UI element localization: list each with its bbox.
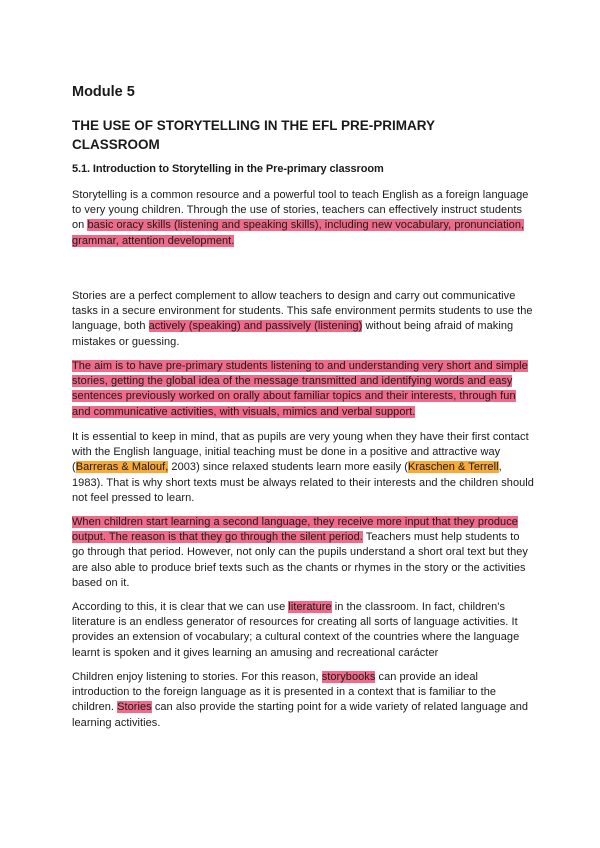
- text-run: Teachers must help students to go through that period. However, not only can the pupils understand a short oral text but they are also able to produce brief texts such as the chants or rhymes in the story or the activities based on it.: [72, 531, 528, 589]
- text-run: , 1983). That is why short texts must be always related to their interests and the children should not feel pressed to learn.: [72, 461, 534, 504]
- highlight-pink: literature: [288, 601, 332, 613]
- highlight-pink: The aim is to have pre-primary students listening to and understanding very short and simple stories, getting the global idea of the message transmitted and identifying words and easy sentences previously worked on orally about familiar topics and their interests, through fun and communicative activities, with visuals, mimics and verbal support.: [72, 360, 528, 418]
- module-heading: Module 5: [72, 84, 135, 100]
- paragraph-literature: [72, 600, 534, 661]
- highlight-pink: When children start learning a second language, they receive more input that they produce output. The reason is that they go through the silent period.: [72, 516, 518, 544]
- section-subtitle: 5.1. Introduction to Storytelling in the Pre-primary classroom: [72, 163, 384, 175]
- text-run: Children enjoy listening to stories. For this reason,: [72, 671, 322, 683]
- text-run: It is essential to keep in mind, that as pupils are very young when they have their first contact with the English language, initial teaching must be done in a positive and attractive way (: [72, 431, 529, 474]
- paragraph-silent-period: [72, 515, 534, 591]
- highlight-pink: basic oracy skills (listening and speaking skills), including new vocabulary, pronunciation, grammar, attention development.: [72, 219, 525, 247]
- paragraph-storybooks: [72, 670, 534, 731]
- highlight-pink: storybooks: [321, 671, 376, 683]
- highlight-orange: Kraschen & Terrell: [408, 461, 499, 474]
- highlight-pink: actively (speaking) and passively (listening): [148, 320, 363, 333]
- paragraph-intro: [72, 188, 534, 249]
- paragraph-complement: [72, 289, 534, 350]
- text-run: According to this, it is clear that we can use: [72, 601, 289, 613]
- text-run: can provide an ideal introduction to the foreign language as it is presented in a context that is familiar to the children.: [72, 671, 497, 714]
- text-run: Storytelling is a common resource and a powerful tool to teach English as a foreign language to very young children. Through the use of stories, teachers can effectively instruct students on: [72, 189, 529, 232]
- text-run: in the classroom. In fact, children's literature is an endless generator of resources for creating all sorts of language activities. It provides an extension of vocabulary; a cultural context of the countries where the language learnt is spoken and it gives learning an amusing and recreational carácter: [72, 601, 520, 659]
- highlight-pink: Stories: [117, 701, 152, 714]
- paragraph-aim: [72, 359, 534, 420]
- text-run: can also provide the starting point for a wide variety of related language and learning activities.: [72, 701, 529, 729]
- highlight-orange: Barreras & Malouf,: [75, 461, 169, 474]
- text-run: Stories are a perfect complement to allow teachers to design and carry out communicative tasks in a secure environment for students. This safe environment permits students to use the language, both: [72, 290, 533, 333]
- text-run: without being afraid of making mistakes or guessing.: [72, 320, 514, 348]
- chapter-title: THE USE OF STORYTELLING IN THE EFL PRE-PRIMARY CLASSROOM: [72, 118, 435, 152]
- text-run: 2003) since relaxed students learn more easily (: [168, 461, 409, 474]
- paragraph-essential: [72, 430, 534, 506]
